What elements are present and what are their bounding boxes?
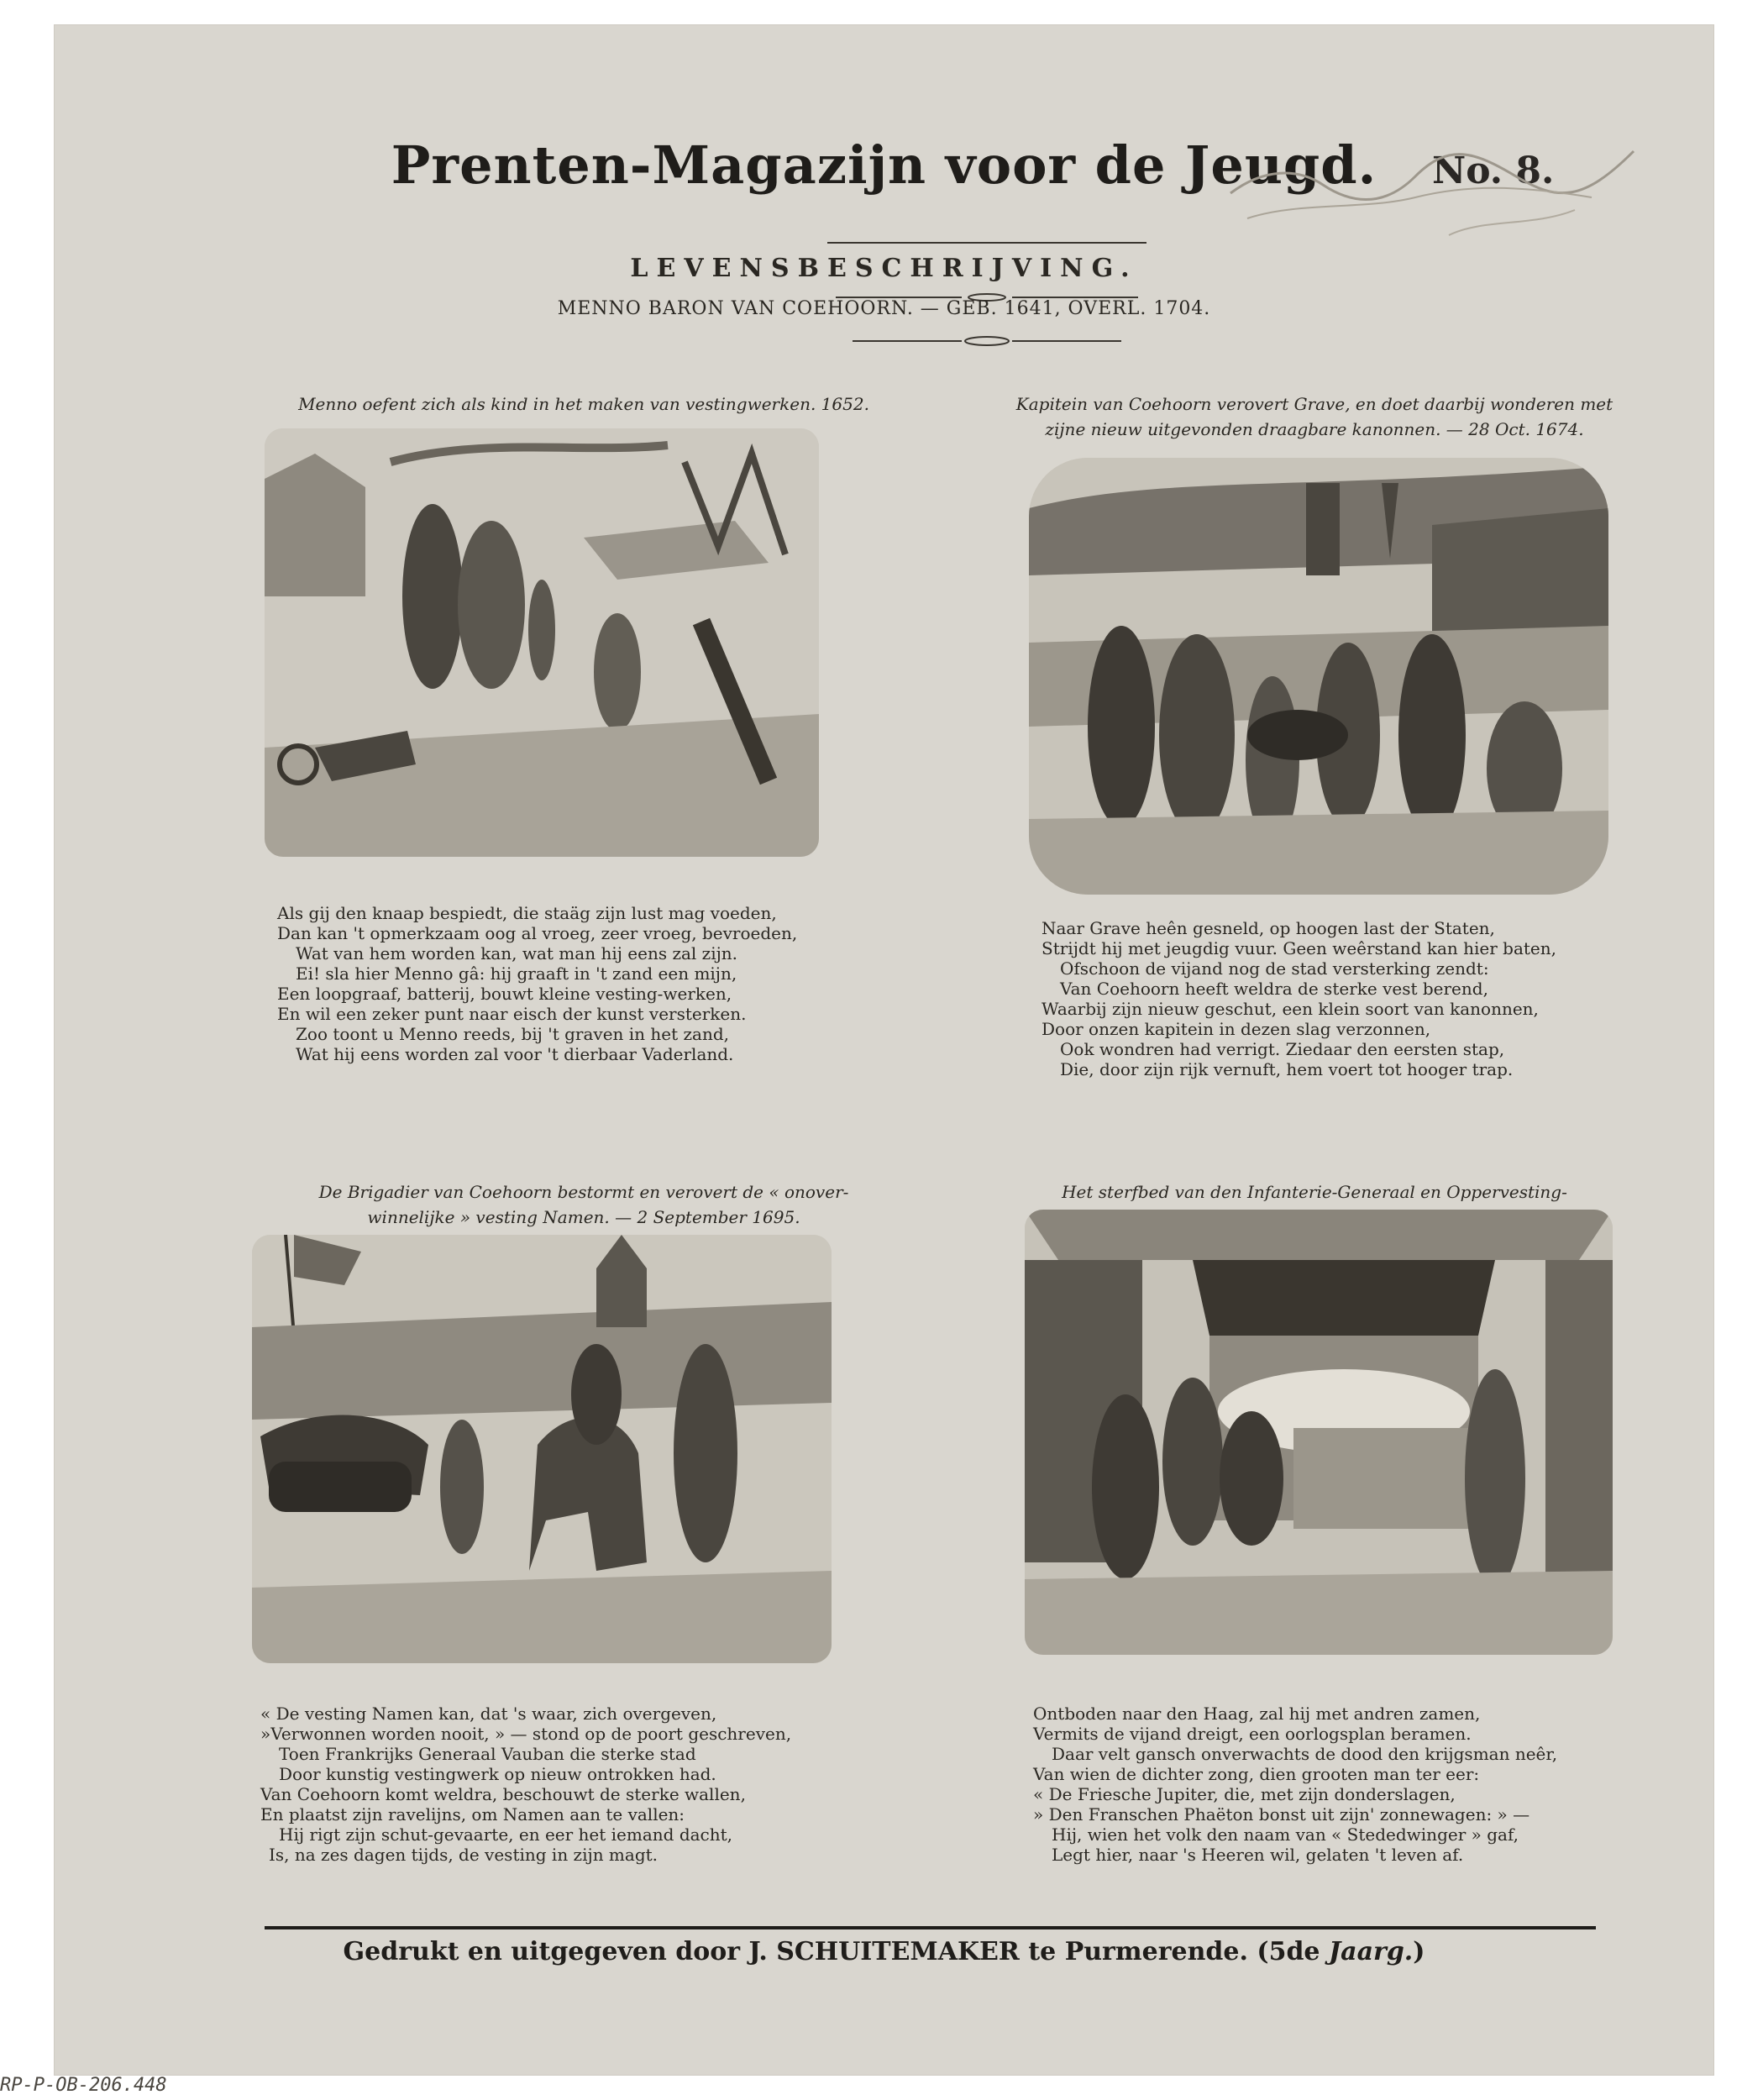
subject-line: MENNO BARON VAN COEHOORN. — GEB. 1641, OVERL. 1704. — [557, 298, 1211, 319]
panel-2-caption: Kapitein van Coehoorn verovert Grave, en doet daarbij wonderen met zijne nieuw uitgevonden draagbare kanonnen. — 28 Oct. 1674. — [1015, 394, 1613, 439]
panel-1-engraving — [265, 428, 819, 857]
panel-3-engraving — [252, 1235, 832, 1663]
panel-4-engraving — [1025, 1210, 1613, 1655]
title-rule — [827, 242, 1146, 244]
catalog-number: RP-P-OB-206.448 — [0, 2075, 167, 2096]
panel-3-poem: « De vesting Namen kan, dat 's waar, zich overgeven, »Verwonnen worden nooit, » — stond op de poort geschreven, Toen Frankrijks Generaal Vauban die sterke stad Door kunstig vestingwerk op nieuw ontrokken had. Van Coehoorn komt weldra, beschouwt de sterke wallen, En plaatst zijn ravelijns, om Namen aan te vallen: Hij rigt zijn schut-gevaarte, en eer het iemand dacht, Is, na zes dagen tijds, de vesting in zijn magt. — [260, 1704, 792, 1865]
panel-1-poem: Als gij den knaap bespiedt, die staäg zijn lust mag voeden, Dan kan 't opmerkzaam oog al vroeg, zeer vroeg, bevroeden, Wat van hem worden kan, wat man hij eens zal zijn. Ei! sla hier Menno gâ: hij graaft in 't zand een mijn, Een loopgraaf, batterij, bouwt kleine vesting-werken, En wil een zeker punt naar eisch der kunst versterken. Zoo toont u Menno reeds, bij 't graven in het zand, Wat hij eens worden zal voor 't dierbaar Vaderland. — [277, 903, 798, 1064]
panel-3-caption: De Brigadier van Coehoorn bestormt en verovert de « onover- winnelijke » vesting Namen. — 2 September 1695. — [318, 1182, 849, 1227]
subheading: LEVENSBESCHRIJVING. — [630, 254, 1138, 283]
print-sheet — [55, 25, 1713, 2075]
masthead-title: Prenten-Magazijn voor de Jeugd. — [391, 134, 1377, 196]
issue-number: No. 8. — [1432, 150, 1555, 192]
panel-2-poem: Naar Grave heên gesneld, op hoogen last der Staten, Strijdt hij met jeugdig vuur. Geen weêrstand kan hier baten, Ofschoon de vijand nog de stad versterking zendt: Van Coehoorn heeft weldra de sterke vest berend, Waarbij zijn nieuw geschut, een klein soort van kanonnen, Door onzen kapitein in dezen slag verzonnen, Ook wondren had verrigt. Ziedaar den eersten stap, Die, door zijn rijk vernuft, hem voert tot hooger trap. — [1042, 918, 1556, 1079]
ornament-divider-2 — [853, 334, 1121, 348]
panel-4-caption: Het sterfbed van den Infanterie-Generaal en Oppervesting- — [1062, 1182, 1567, 1202]
printer-imprint: Gedrukt en uitgegeven door J. SCHUITEMAKER te Purmerende. (5de Jaarg.) — [343, 1937, 1425, 1966]
handwritten-signature — [1197, 118, 1650, 260]
panel-2-engraving — [1029, 458, 1608, 895]
panel-1-caption: Menno oefent zich als kind in het maken van vestingwerken. 1652. — [298, 394, 869, 414]
footer-rule — [265, 1926, 1596, 1929]
panel-4-poem: Ontboden naar den Haag, zal hij met andren zamen, Vermits de vijand dreigt, een oorlogsplan beramen. Daar velt gansch onverwachts de dood den krijgsman neêr, Van wien de dichter zong, dien grooten man ter eer: « De Friesche Jupiter, die, met zijn donderslagen, » Den Franschen Phaëton bonst uit zijn' zonnewagen: » — Hij, wien het volk den naam van « Stededwinger » gaf, Legt hier, naar 's Heeren wil, gelaten 't leven af. — [1033, 1704, 1558, 1865]
